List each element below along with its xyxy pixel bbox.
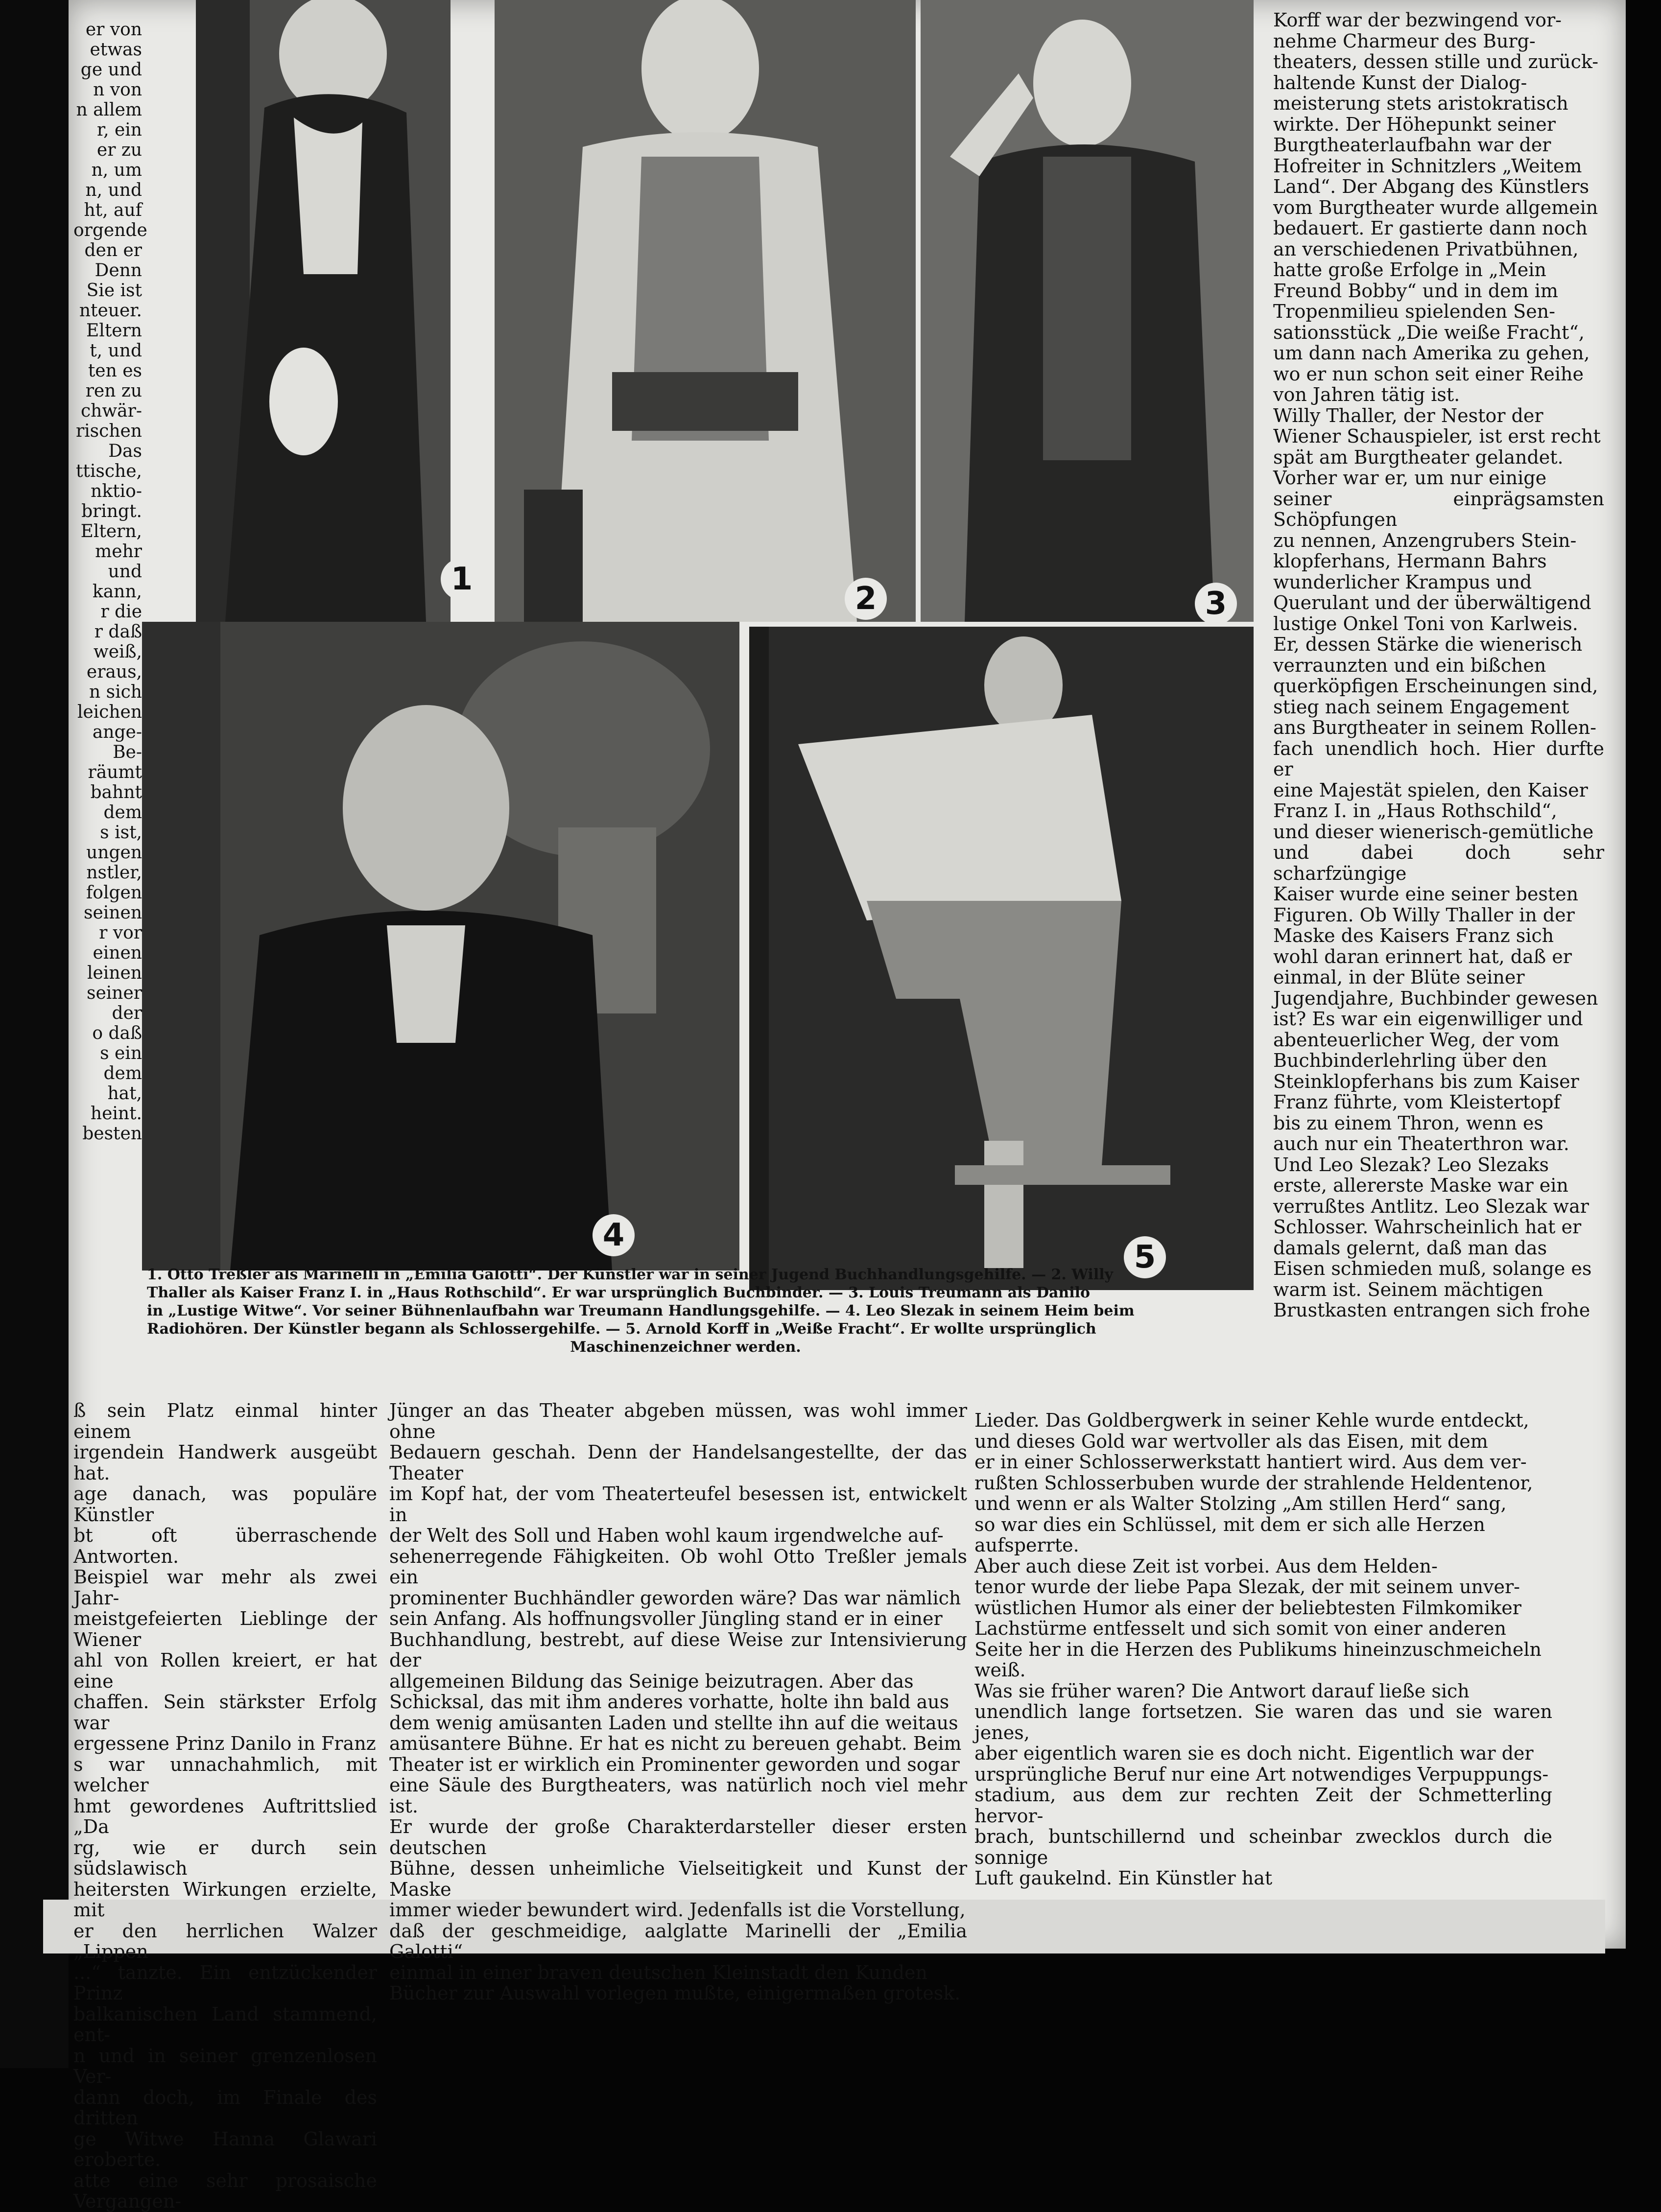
text-line: vom Burgtheater wurde allgemein (1273, 196, 1598, 218)
text-line: Lieder. Das Goldbergwerk in seiner Kehle wurde entdeckt, (974, 1410, 1529, 1431)
text-line: t, und (90, 341, 142, 361)
text-line: Sie ist (86, 281, 142, 301)
text-line: zu nennen, Anzengrubers Stein- (1273, 529, 1577, 551)
text-line: n allem (76, 100, 142, 120)
text-line: tenor wurde der liebe Papa Slezak, der mit seinem unver- (974, 1576, 1520, 1598)
text-line: ...“ tanzte. Ein entzückender Prinz (73, 1961, 377, 2004)
text-line: n und in seiner grenzenlosen Ver- (73, 2045, 377, 2087)
photo-number-1: 1 (441, 558, 483, 600)
text-line: meisterung stets aristokratisch (1273, 93, 1568, 114)
text-line: Querulant und der überwältigend (1273, 592, 1591, 613)
text-line: Und Leo Slezak? Leo Slezaks (1273, 1153, 1549, 1176)
text-line: leinen (87, 963, 142, 983)
text-line: prominenter Buchhändler geworden wäre? Das war nämlich (389, 1587, 961, 1609)
text-line: räumt (88, 762, 142, 782)
text-line: Bedauern geschah. Denn der Handelsangestellte, der das Theater (389, 1441, 967, 1484)
text-line: Vorher war er, um nur einige (1273, 467, 1547, 489)
text-line: spät am Burgtheater gelandet. (1273, 446, 1564, 468)
text-line: atte eine sehr prosaische Vergangen- (73, 2169, 377, 2212)
text-line: leichen (77, 702, 142, 722)
text-line: einen (93, 943, 142, 963)
text-line: s ein (100, 1043, 142, 1063)
text-line: wunderlicher Krampus und (1273, 571, 1532, 593)
text-line: kann, (92, 582, 142, 602)
text-line: aber eigentlich waren sie es doch nicht. Eigentlich war der (974, 1742, 1534, 1764)
text-line: r, ein (96, 120, 142, 140)
text-line: n, um (91, 160, 142, 180)
text-line: n sich (89, 682, 142, 702)
text-line: Jünger an das Theater abgeben müssen, was wohl immer ohne (389, 1400, 967, 1442)
photo-4-leo-slezak (142, 622, 739, 1271)
text-line: Schicksal, das mit ihm anderes vorhatte, holte ihn bald aus (389, 1691, 949, 1713)
text-line: lustige Onkel Toni von Karlweis. (1273, 612, 1578, 635)
photo-number-2: 2 (845, 578, 887, 620)
text-line: der (112, 1003, 142, 1023)
text-line: orgende (73, 220, 147, 240)
text-line: ergessene Prinz Danilo in Franz (73, 1733, 376, 1754)
text-line: dann doch, im Finale des dritten (73, 2086, 377, 2129)
text-line: Franz I. in „Haus Rothschild“, (1273, 800, 1557, 822)
text-line: age danach, was populäre Künstler (73, 1483, 377, 1526)
text-line: und dieser wienerisch-gemütliche (1273, 821, 1594, 843)
text-line: r daß (94, 622, 142, 642)
text-line: r die (100, 602, 142, 622)
text-line: Steinklopferhans bis zum Kaiser (1273, 1070, 1579, 1092)
text-line: heitersten Wirkungen erzielte, mit (73, 1878, 377, 1921)
text-line: bedauert. Er gastierte dann noch (1273, 217, 1588, 239)
text-line: verrußtes Antlitz. Leo Slezak war (1273, 1195, 1589, 1217)
text-line: einmal, in der Blüte seiner (1273, 966, 1525, 988)
text-line: Seite her in die Herzen des Publikums hineinzuschmeicheln (974, 1638, 1542, 1660)
caption-line: Radiohören. Der Künstler begann als Schlossergehilfe. — 5. Arnold Korff in „Weiße Fracht“. Er wollte ursprünglich (147, 1320, 1096, 1338)
text-line: eine Majestät spielen, den Kaiser (1273, 779, 1588, 801)
text-line: ist? Es war ein eigenwilliger und (1273, 1008, 1583, 1030)
text-line: theaters, dessen stille und zurück- (1273, 51, 1599, 72)
text-line: Brustkasten entrangen sich frohe (1273, 1299, 1590, 1321)
text-line: nstler, (86, 863, 142, 883)
text-line: ge Witwe Hanna Glawari eroberte. (73, 2128, 377, 2170)
text-line: warm ist. Seinem mächtigen (1273, 1278, 1543, 1300)
text-line: er den herrlichen Walzer „Lippen (73, 1920, 377, 1962)
text-line: aufsperrte. (974, 1534, 1079, 1556)
text-line: Kaiser wurde eine seiner besten (1273, 883, 1579, 905)
text-line: Wiener Schauspieler, ist erst recht (1273, 425, 1601, 447)
text-line: heint. (90, 1104, 142, 1124)
text-line: Denn (95, 260, 142, 281)
text-line: wohl daran erinnert hat, daß er (1273, 945, 1572, 967)
text-line: Hofreiter in Schnitzlers „Weitem (1273, 155, 1582, 177)
photo-caption (147, 1266, 1224, 1356)
text-line: stieg nach seinem Engagement (1273, 696, 1569, 718)
text-line: ren zu (85, 381, 142, 401)
caption-line: in „Lustige Witwe“. Vor seiner Bühnenlaufbahn war Treumann Handlungsgehilfe. — 4. Leo Slezak in seinem Heim beim (147, 1302, 1135, 1319)
text-line: hatte große Erfolge in „Mein (1273, 259, 1546, 281)
text-line: einmal in einer braven deutschen Kleinstadt den Kunden (389, 1961, 928, 1983)
text-line: ange- (92, 722, 142, 742)
text-line: er von (85, 20, 142, 40)
text-line: ten es (88, 361, 142, 381)
text-line: querköpfigen Erscheinungen sind, (1273, 675, 1598, 697)
text-line: allgemeinen Bildung das Seinige beizutragen. Aber das (389, 1670, 914, 1692)
text-line: bt oft überraschende Antworten. (73, 1525, 377, 1567)
text-line: wo er nun schon seit einer Reihe (1273, 363, 1584, 385)
text-line: Schlosser. Wahrscheinlich hat er (1273, 1216, 1582, 1238)
caption-line: Maschinenzeichner werden. (570, 1339, 801, 1356)
text-line: chwär- (81, 401, 142, 421)
text-line: Buchbinderlehrling über den (1273, 1050, 1547, 1071)
text-line: wirkte. Der Höhepunkt seiner (1273, 113, 1556, 135)
text-line: eraus, (86, 662, 142, 682)
text-line: n von (93, 80, 142, 100)
text-line: Bühne, dessen unheimliche Vielseitigkeit und Kunst der Maske (389, 1858, 967, 1900)
text-line: er in einer Schlosserwerkstatt hantiert wird. Aus dem ver- (974, 1451, 1527, 1473)
text-line: und (108, 562, 142, 582)
text-line: Theater ist er wirklich ein Prominenter geworden und sogar (389, 1753, 960, 1775)
photo-2-willy-thaller (495, 0, 916, 622)
text-line: Maske des Kaisers Franz sich (1273, 925, 1554, 946)
text-line: Burgtheaterlaufbahn war der (1273, 134, 1551, 156)
text-line: chaffen. Sein stärkster Erfolg war (73, 1691, 377, 1734)
text-line: s war unnachahmlich, mit welcher (73, 1753, 377, 1796)
text-line: stadium, aus dem zur rechten Zeit der Schmetterling hervor- (974, 1784, 1552, 1827)
text-line: und dabei doch sehr scharfzüngige (1273, 842, 1604, 884)
text-line: Eltern, (80, 521, 142, 541)
text-line: Figuren. Ob Willy Thaller in der (1273, 904, 1575, 926)
text-line: nteuer. (79, 301, 142, 321)
text-line: fach unendlich hoch. Hier durfte er (1273, 737, 1604, 780)
text-line: n, und (85, 180, 142, 200)
middle-column-1 (389, 1400, 967, 2004)
scan-border-left (0, 0, 69, 2068)
text-line: an verschiedenen Privatbühnen, (1273, 238, 1579, 260)
photo-1-otto-tressler (196, 0, 473, 622)
text-line: ans Burgtheater in seinem Rollen- (1273, 717, 1597, 738)
text-line: folgen (86, 883, 142, 903)
text-line: daß der geschmeidige, aalglatte Marinelli der „Emilia Galotti“ (389, 1920, 967, 1962)
text-line: unendlich lange fortsetzen. Sie waren das und sie waren jenes, (974, 1701, 1552, 1743)
left-column-fragments (73, 20, 147, 1219)
text-line: Was sie früher waren? Die Antwort darauf ließe sich (974, 1680, 1470, 1702)
text-line: mehr (95, 541, 142, 562)
left-bottom-column (73, 1400, 377, 2212)
text-line: ß sein Platz einmal hinter einem (73, 1400, 377, 1442)
text-line: sein Anfang. Als hoffnungsvoller Jüngling stand er in einer (389, 1608, 943, 1629)
text-line: Lachstürme entfesselt und sich somit von einer anderen (974, 1618, 1507, 1639)
text-line: ttische, (75, 461, 142, 481)
text-line: hat, (107, 1083, 142, 1104)
text-line: Das (108, 441, 142, 461)
text-line: seinen (84, 903, 142, 923)
text-line: Buchhandlung, bestrebt, auf diese Weise zur Intensivierung der (389, 1628, 967, 1671)
text-line: ungen (86, 843, 142, 863)
text-line: Bücher zur Auswahl vorlegen mußte, einigermaßen grotesk. (389, 1982, 961, 2004)
text-line: seiner (87, 983, 142, 1003)
text-line: abenteuerlicher Weg, der vom (1273, 1029, 1559, 1051)
text-line: irgendein Handwerk ausgeübt hat. (73, 1441, 377, 1484)
text-line: damals gelernt, daß man das (1273, 1237, 1547, 1259)
text-line: etwas (90, 40, 142, 60)
text-line: meistgefeierten Lieblinge der Wiener (73, 1608, 377, 1650)
text-line: Tropenmilieu spielenden Sen- (1273, 301, 1555, 322)
text-line: Be- (113, 742, 142, 762)
text-line: verraunzten und ein bißchen (1273, 654, 1546, 676)
text-line: Er, dessen Stärke die wienerisch (1273, 634, 1583, 655)
text-line: bringt. (81, 501, 142, 521)
text-line: sationsstück „Die weiße Fracht“, (1273, 321, 1585, 343)
text-line: ursprüngliche Beruf nur eine Art notwendiges Verpuppungs- (974, 1763, 1549, 1785)
text-line: im Kopf hat, der vom Theaterteufel besessen ist, entwickelt in (389, 1483, 967, 1526)
text-line: und dieses Gold war wertvoller als das Eisen, mit dem (974, 1430, 1488, 1452)
text-line: bis zu einem Thron, wenn es (1273, 1112, 1543, 1134)
text-line: Willy Thaller, der Nestor der (1273, 404, 1543, 426)
text-line: der Welt des Soll und Haben wohl kaum irgendwelche auf- (389, 1525, 944, 1546)
text-line: Luft gaukelnd. Ein Künstler hat (974, 1867, 1273, 1889)
text-line: Er wurde der große Charakterdarsteller dieser ersten deutschen (389, 1816, 967, 1859)
text-line: eine Säule des Burgtheaters, was natürlich noch viel mehr ist. (389, 1774, 967, 1817)
text-line: Land“. Der Abgang des Künstlers (1273, 176, 1590, 197)
middle-column-2 (974, 1410, 1552, 1889)
text-line: weiß, (93, 642, 142, 662)
photo-number-3: 3 (1195, 583, 1237, 625)
photo-number-5: 5 (1124, 1236, 1166, 1278)
text-line: balkanischen Land stammend, ent- (73, 2003, 377, 2046)
text-line: ht, auf (84, 200, 142, 220)
right-article-column (1273, 10, 1604, 1332)
text-line: auch nur ein Theaterthron war. (1273, 1133, 1569, 1154)
text-line: ahl von Rollen kreiert, er hat eine (73, 1649, 377, 1692)
text-line: ge und (80, 60, 142, 80)
caption-line: Thaller als Kaiser Franz I. in „Haus Rothschild“. Er war ursprünglich Buchbinder. — 3. Louis Treumann als Danilo (147, 1284, 1091, 1301)
text-line: Aber auch diese Zeit ist vorbei. Aus dem Helden- (974, 1555, 1438, 1577)
text-line: erste, allererste Maske war ein (1273, 1175, 1568, 1196)
text-line: Jugendjahre, Buchbinder gewesen (1273, 987, 1598, 1009)
text-line: s ist, (100, 823, 142, 843)
text-line: Freund Bobby“ und in dem im (1273, 280, 1558, 302)
text-line: weiß. (974, 1659, 1026, 1681)
text-line: wüstlichen Humor als einer der beliebtesten Filmkomiker (974, 1597, 1521, 1619)
text-line: nktio- (91, 481, 142, 501)
text-line: Beispiel war mehr als zwei Jahr- (73, 1566, 377, 1609)
text-line: Eltern (86, 321, 142, 341)
text-line: Franz führte, vom Kleistertopf (1273, 1091, 1561, 1113)
text-line: bahnt (90, 782, 142, 802)
text-line: immer wieder bewundert wird. Jedenfalls ist die Vorstellung, (389, 1899, 966, 1921)
text-line: von Jahren tätig ist. (1273, 384, 1460, 405)
text-line: nehme Charmeur des Burg- (1273, 30, 1536, 52)
text-line: rußten Schlosserbuben wurde der strahlende Heldentenor, (974, 1472, 1533, 1494)
text-line: amüsantere Bühne. Er hat es nicht zu bereuen gehabt. Beim (389, 1733, 962, 1754)
text-line: und wenn er als Walter Stolzing „Am stillen Herd“ sang, (974, 1493, 1507, 1514)
text-line: rg, wie er durch sein südslawisch (73, 1836, 377, 1879)
text-line: dem wenig amüsanten Laden und stellte ihn auf die weitaus (389, 1712, 958, 1734)
text-line: er zu (96, 140, 142, 160)
text-line: brach, buntschillernd und scheinbar zwecklos durch die sonnige (974, 1826, 1552, 1868)
photo-5-arnold-korff (749, 627, 1254, 1290)
text-line: sehenerregende Fähigkeiten. Ob wohl Otto Treßler jemals ein (389, 1545, 967, 1588)
text-line: den er (84, 240, 142, 260)
text-line: r vor (99, 923, 142, 943)
text-line: Eisen schmieden muß, solange es (1273, 1258, 1592, 1279)
photo-number-4: 4 (593, 1214, 635, 1256)
text-line: haltende Kunst der Dialog- (1273, 71, 1527, 94)
text-line: besten (82, 1124, 142, 1144)
text-line: rischen (75, 421, 142, 441)
photo-3-louis-treumann (921, 0, 1254, 622)
text-line: Korff war der bezwingend vor- (1273, 9, 1562, 31)
caption-line: 1. Otto Treßler als Marinelli in „Emilia Galotti“. Der Künstler war in seiner Jugend Buchhandlungsgehilfe. — 2. Willy (147, 1266, 1114, 1283)
text-line: dem (103, 802, 142, 823)
text-line: seiner einprägsamsten Schöpfungen (1273, 488, 1604, 530)
text-line: hmt gewordenes Auftrittslied „Da (73, 1795, 377, 1837)
text-line: klopferhans, Hermann Bahrs (1273, 550, 1547, 572)
text-line: dem (103, 1063, 142, 1083)
text-line: so war dies ein Schlüssel, mit dem er sich alle Herzen (974, 1513, 1485, 1535)
text-line: um dann nach Amerika zu gehen, (1273, 342, 1590, 364)
text-line: o daß (92, 1023, 142, 1043)
